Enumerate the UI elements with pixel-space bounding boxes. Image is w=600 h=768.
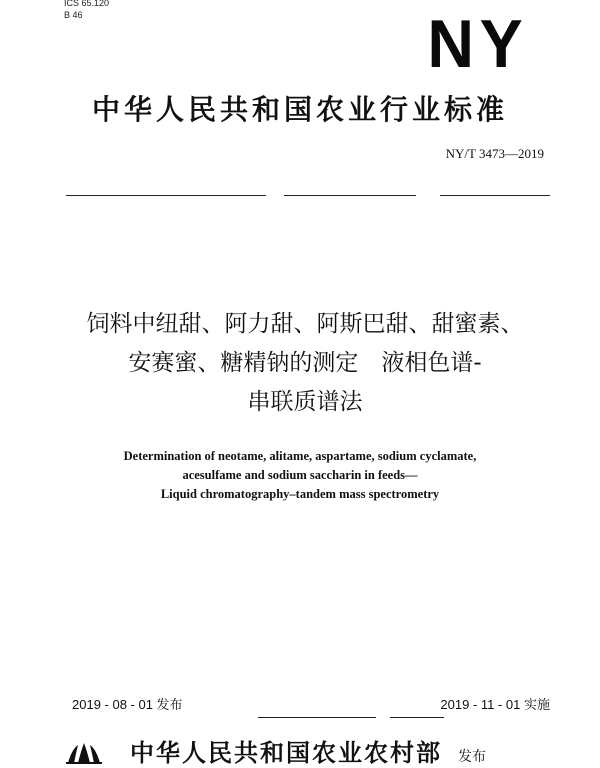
chinese-title	[40, 305, 570, 422]
chinese-title-line: 饲料中纽甜、阿力甜、阿斯巴甜、甜蜜素、	[86, 311, 524, 337]
ministry-issue-label: 发布	[458, 749, 486, 765]
chinese-title-line: 安赛蜜、糖精钠的测定 液相色谱-	[128, 350, 482, 376]
chinese-title-line: 串联质谱法	[247, 389, 363, 415]
ics-code: ICS 65.120	[64, 0, 110, 8]
standard-number: NY/T 3473—2019	[445, 146, 544, 161]
implementation-date: 2019 - 11 - 01 实施	[440, 697, 550, 712]
organization-title: 中华人民共和国农业行业标准	[91, 93, 508, 126]
divider-line	[440, 195, 550, 196]
divider-line	[284, 195, 416, 196]
english-title-line: Liquid chromatography–tandem mass spectrometry	[160, 487, 440, 501]
emblem-icon	[64, 741, 104, 765]
divider-line	[66, 195, 266, 196]
divider-line	[258, 717, 376, 718]
english-title	[40, 447, 560, 504]
ccs-code: B 46	[64, 10, 83, 20]
english-title-line: Determination of neotame, alitame, aspartame, sodium cyclamate,	[123, 449, 477, 463]
standard-logo: NY	[426, 6, 528, 82]
divider-line	[390, 717, 444, 718]
english-title-line: acesulfame and sodium saccharin in feeds—	[182, 468, 418, 482]
ministry-name: 中华人民共和国农业农村部	[130, 739, 442, 767]
issue-date: 2019 - 08 - 01 发布	[72, 697, 183, 712]
